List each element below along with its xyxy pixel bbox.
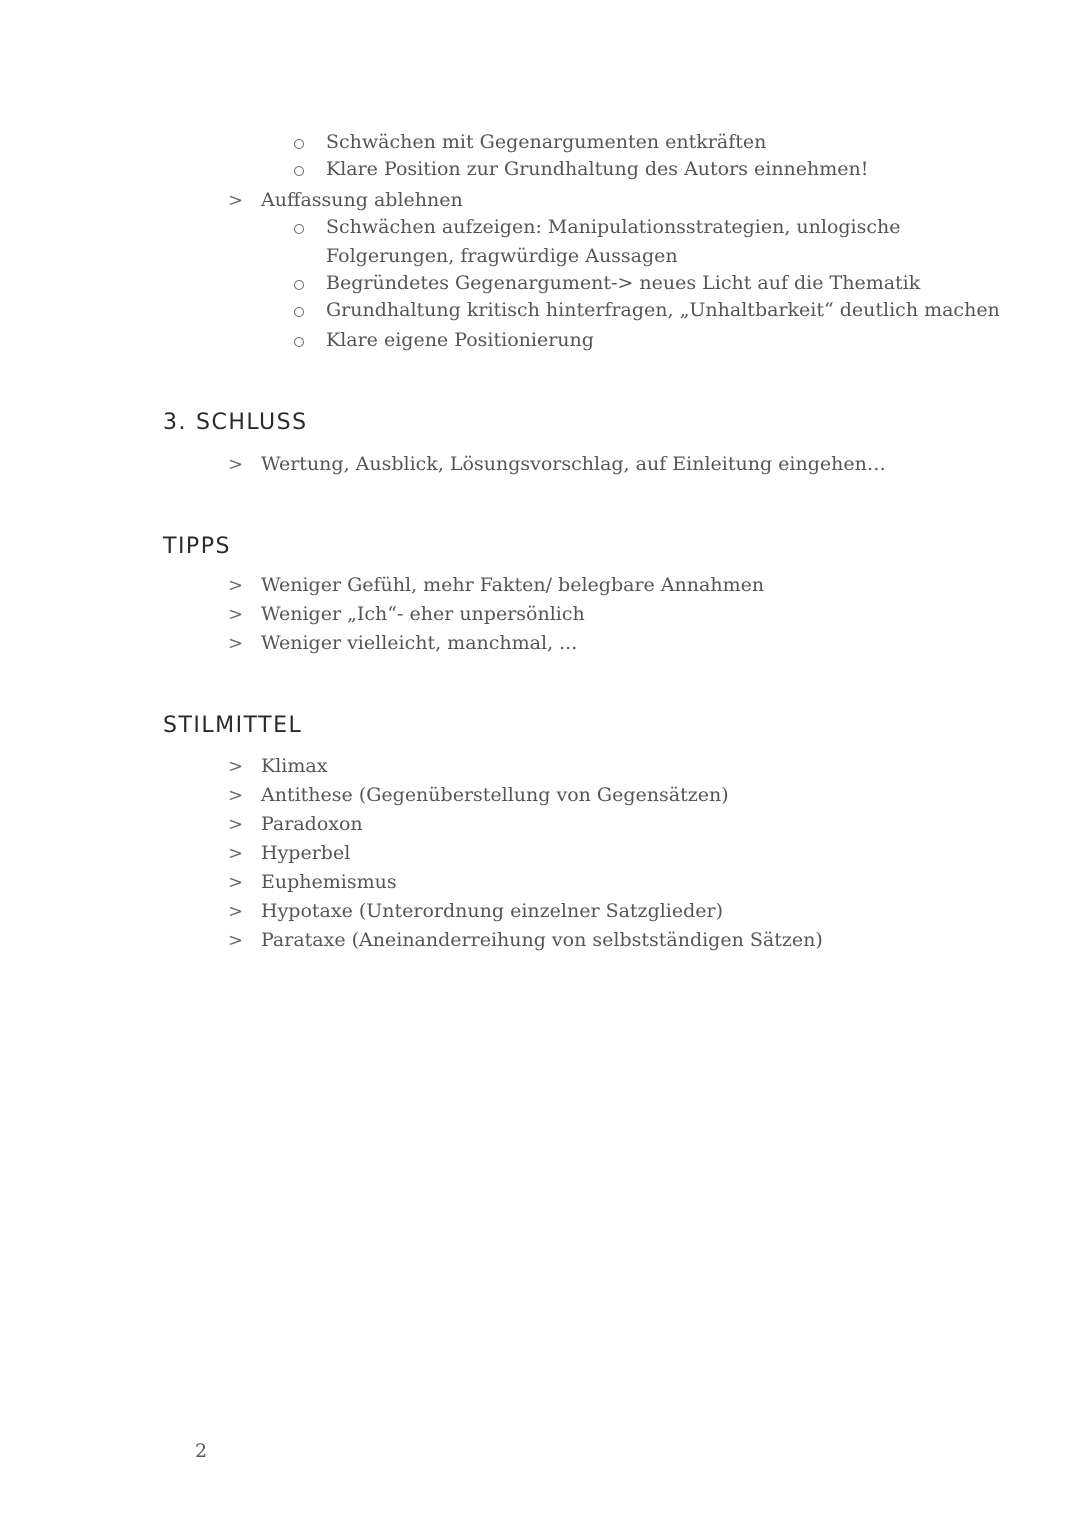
list-item: Klare eigene Positionierung (326, 329, 594, 351)
list-item: Klimax (261, 755, 328, 777)
arrow-marker-icon: > (228, 814, 244, 835)
arrow-marker-icon: > (228, 872, 244, 893)
list-item: Hypotaxe (Unterordnung einzelner Satzglieder) (261, 900, 724, 922)
list-item: Weniger Gefühl, mehr Fakten/ belegbare Annahmen (261, 574, 765, 596)
list-item: Weniger „Ich“- eher unpersönlich (261, 603, 585, 625)
arrow-marker-icon: > (228, 454, 244, 475)
list-item: Auffassung ablehnen (261, 189, 463, 211)
arrow-marker-icon: > (228, 930, 244, 951)
list-item: Klare Position zur Grundhaltung des Autors einnehmen! (326, 158, 869, 180)
bullet-circle-icon (294, 224, 304, 234)
section-number: 3. (163, 410, 187, 435)
page-number: 2 (195, 1440, 208, 1462)
section-heading-tipps: TIPPS (163, 534, 231, 559)
list-item: Antithese (Gegenüberstellung von Gegensätzen) (261, 784, 729, 806)
arrow-marker-icon: > (228, 575, 244, 596)
bullet-circle-icon (294, 307, 304, 317)
bullet-circle-icon (294, 166, 304, 176)
list-item: Weniger vielleicht, manchmal, ... (261, 632, 578, 654)
arrow-marker-icon: > (228, 756, 244, 777)
list-item: Parataxe (Aneinanderreihung von selbstständigen Sätzen) (261, 929, 823, 951)
section-heading-schluss: SCHLUSS (196, 410, 308, 435)
bullet-circle-icon (294, 139, 304, 149)
bullet-circle-icon (294, 337, 304, 347)
bullet-circle-icon (294, 280, 304, 290)
section-heading-stilmittel: STILMITTEL (163, 713, 303, 738)
arrow-marker-icon: > (228, 604, 244, 625)
list-item: Paradoxon (261, 813, 363, 835)
list-item: Begründetes Gegenargument-> neues Licht auf die Thematik (326, 272, 921, 294)
list-item: Grundhaltung kritisch hinterfragen, „Unhaltbarkeit“ deutlich machen (326, 299, 1000, 321)
list-item: Wertung, Ausblick, Lösungsvorschlag, auf Einleitung eingehen… (261, 453, 886, 475)
arrow-marker-icon: > (228, 633, 244, 654)
list-item: Euphemismus (261, 871, 397, 893)
arrow-marker-icon: > (228, 190, 244, 211)
list-item: Schwächen aufzeigen: Manipulationsstrategien, unlogische (326, 216, 901, 238)
list-item: Schwächen mit Gegenargumenten entkräften (326, 131, 767, 153)
list-item-continuation: Folgerungen, fragwürdige Aussagen (326, 245, 678, 267)
list-item: Hyperbel (261, 842, 351, 864)
arrow-marker-icon: > (228, 843, 244, 864)
arrow-marker-icon: > (228, 785, 244, 806)
arrow-marker-icon: > (228, 901, 244, 922)
